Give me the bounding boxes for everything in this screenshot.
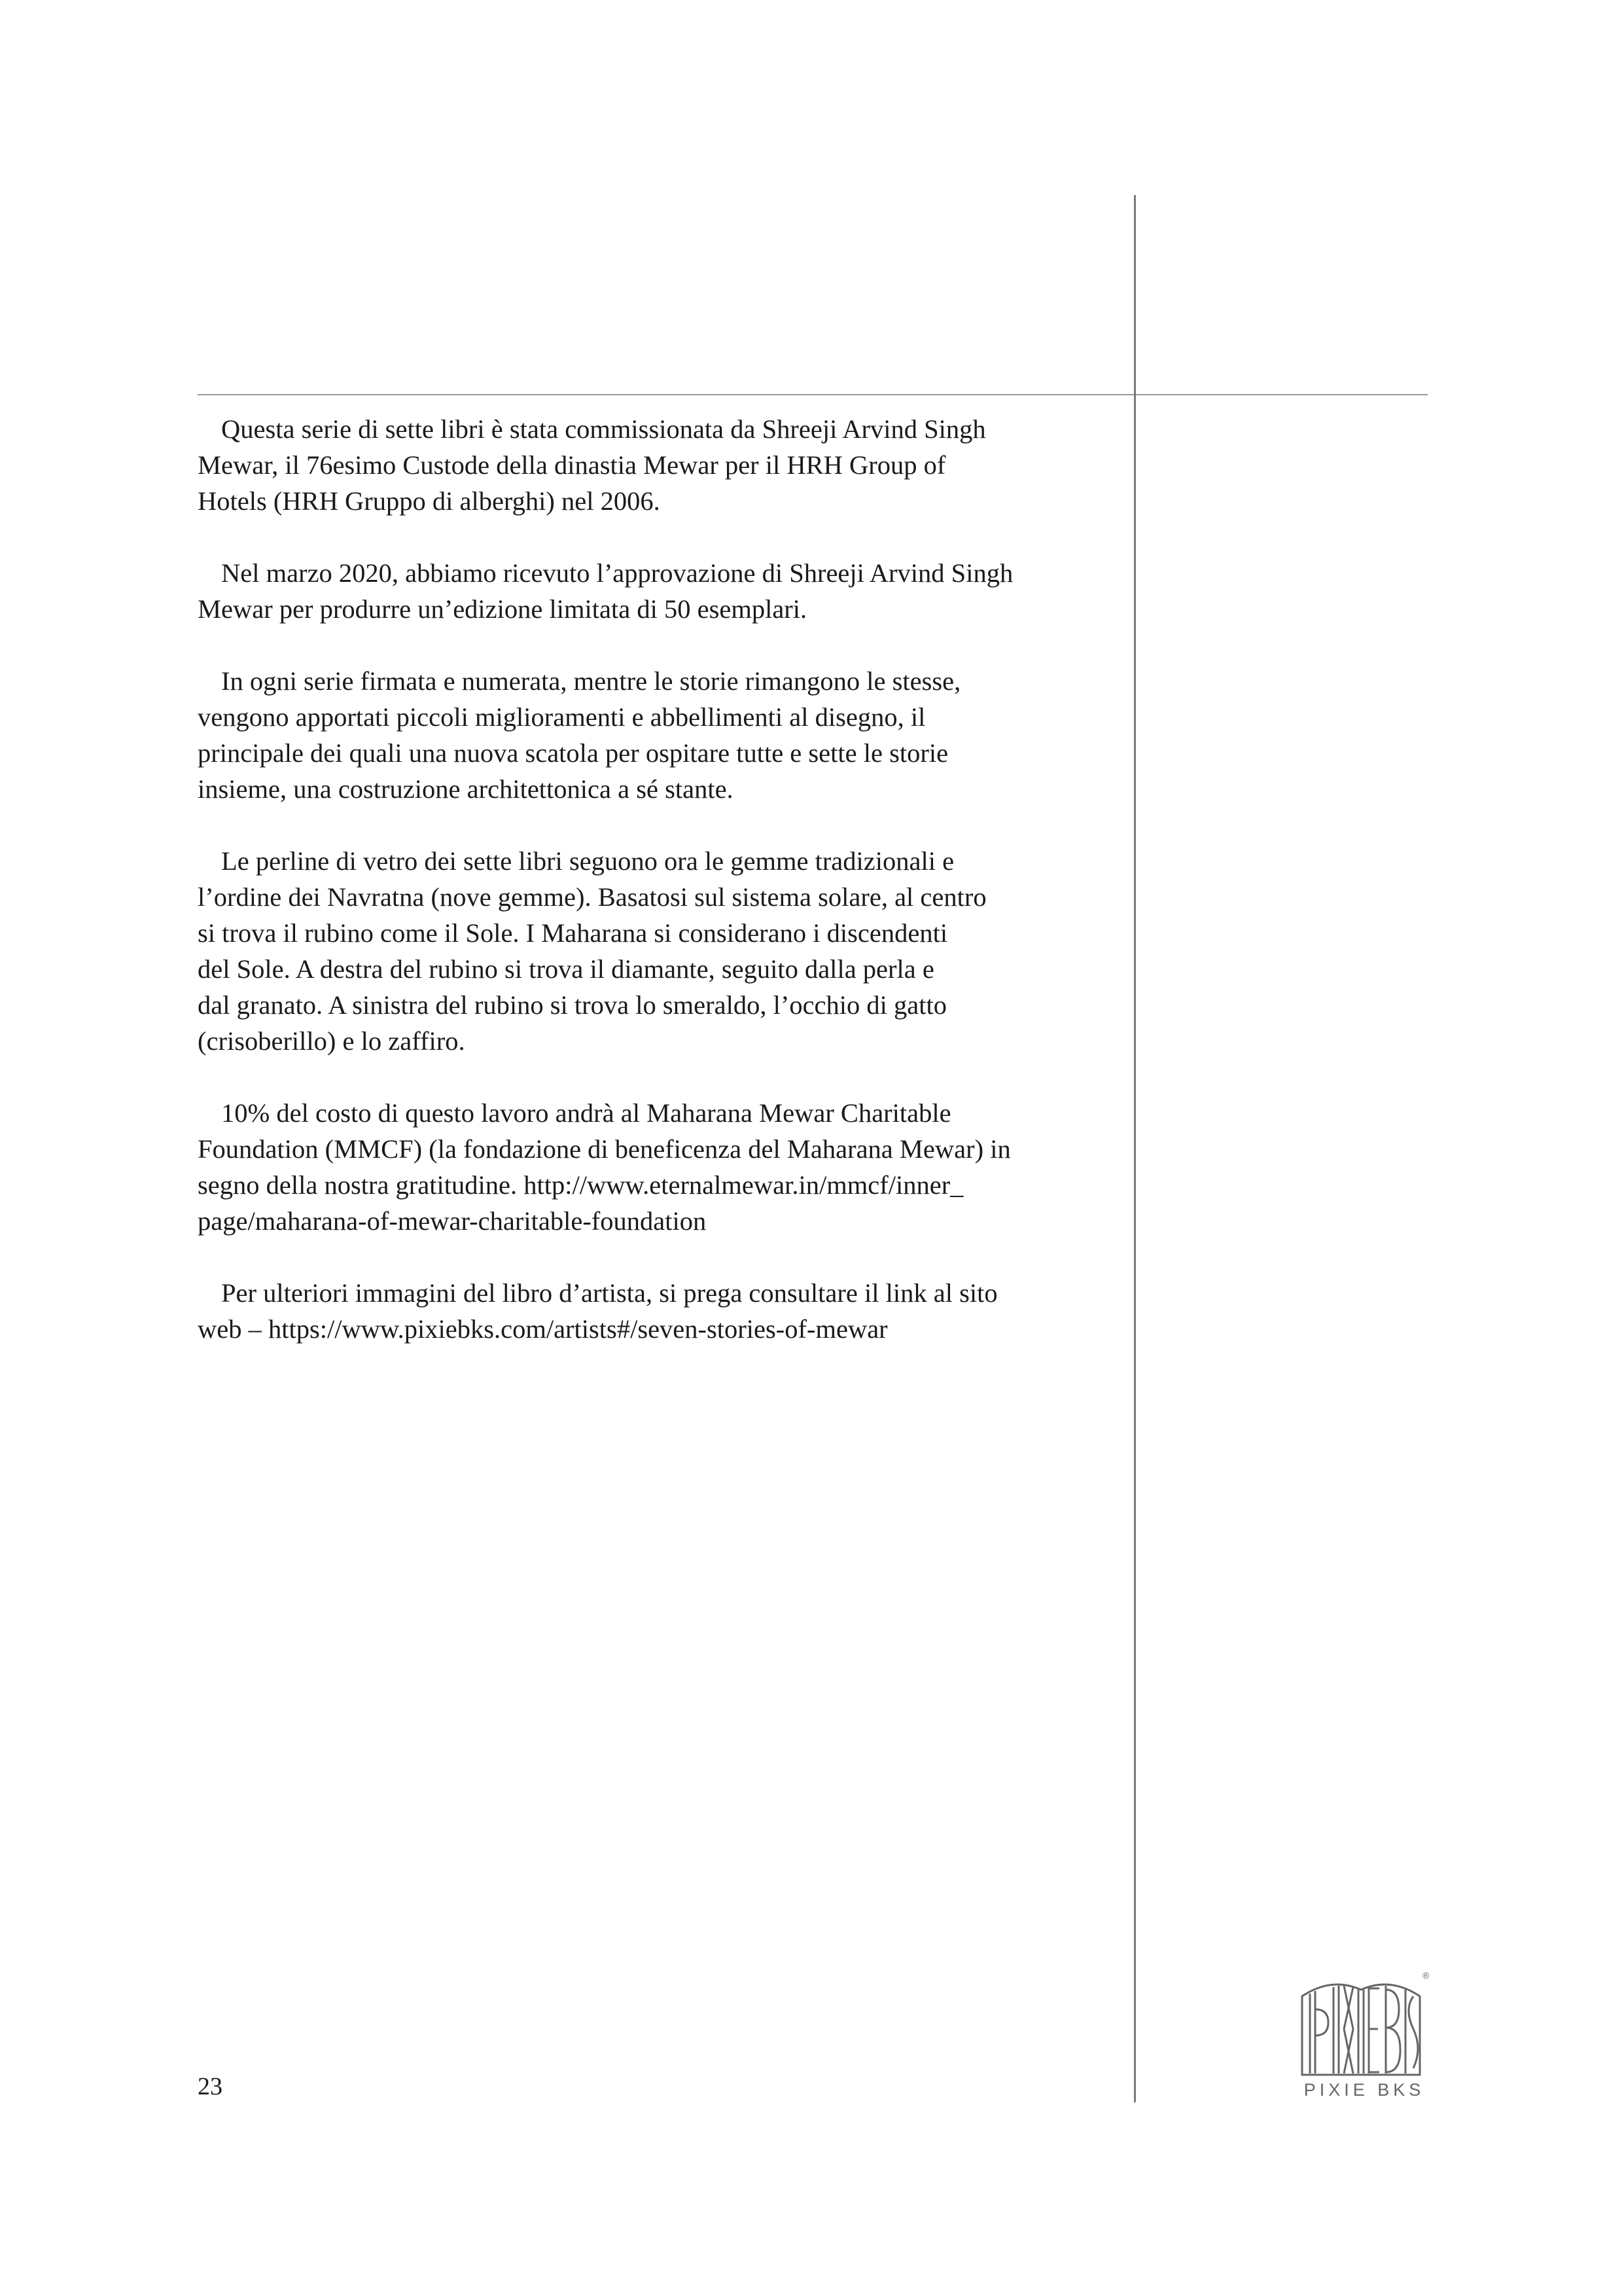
paragraph-limited-edition: Nel marzo 2020, abbiamo ricevuto l’approvazione di Shreeji Arvind Singh Mewar per produrre un’edizione limitata di 50 esemplari. [198, 558, 1014, 624]
paragraph-design-improvements: In ogni serie firmata e numerata, mentre le storie rimangono le stesse, vengono apportati piccoli miglioramenti e abbellimenti al disegno, il principale dei quali una nuova scatola per ospitare tutte e sette le storie insieme, una costruzione architettonica a sé stante. [198, 666, 961, 804]
margin-vertical-rule [1134, 195, 1136, 2102]
registered-mark: ® [1422, 1970, 1430, 1981]
paragraph-charity-donation: 10% del costo di questo lavoro andrà al Maharana Mewar Charitable Foundation (MMCF) (la fondazione di beneficenza del Maharana Mewar) in segno della nostra gratitudine. http://www.eternalmewar.in/mmcf/inner_ page/maharana-of-mewar-charitable-foundation [198, 1098, 1011, 1236]
page-number: 23 [198, 2073, 222, 2100]
pixie-bks-logo [1296, 1970, 1433, 2108]
header-horizontal-rule [198, 394, 1428, 395]
paragraph-commission: Questa serie di sette libri è stata commissionata da Shreeji Arvind Singh Mewar, il 76esimo Custode della dinastia Mewar per il HRH Group of Hotels (HRH Gruppo di alberghi) nel 2006. [198, 414, 986, 516]
pixie-bks-book-logo-icon [1296, 1970, 1426, 2078]
logo-wordmark: PIXIE BKS [1303, 2080, 1425, 2100]
paragraph-navratna-gems: Le perline di vetro dei sette libri seguono ora le gemme tradizionali e l’ordine dei Navratna (nove gemme). Basatosi sul sistema solare, al centro si trova il rubino come il Sole. I Maharana si considerano i discendenti del Sole. A destra del rubino si trova il diamante, seguito dalla perla e dal granato. A sinistra del rubino si trova lo smeraldo, l’occhio di gatto (crisoberillo) e lo zaffiro. [198, 846, 987, 1056]
paragraph-website-link: Per ulteriori immagini del libro d’artista, si prega consultare il link al sito web – https://www.pixiebks.com/artists#/seven-stories-of-mewar [198, 1278, 998, 1344]
body-text [198, 411, 1114, 1383]
